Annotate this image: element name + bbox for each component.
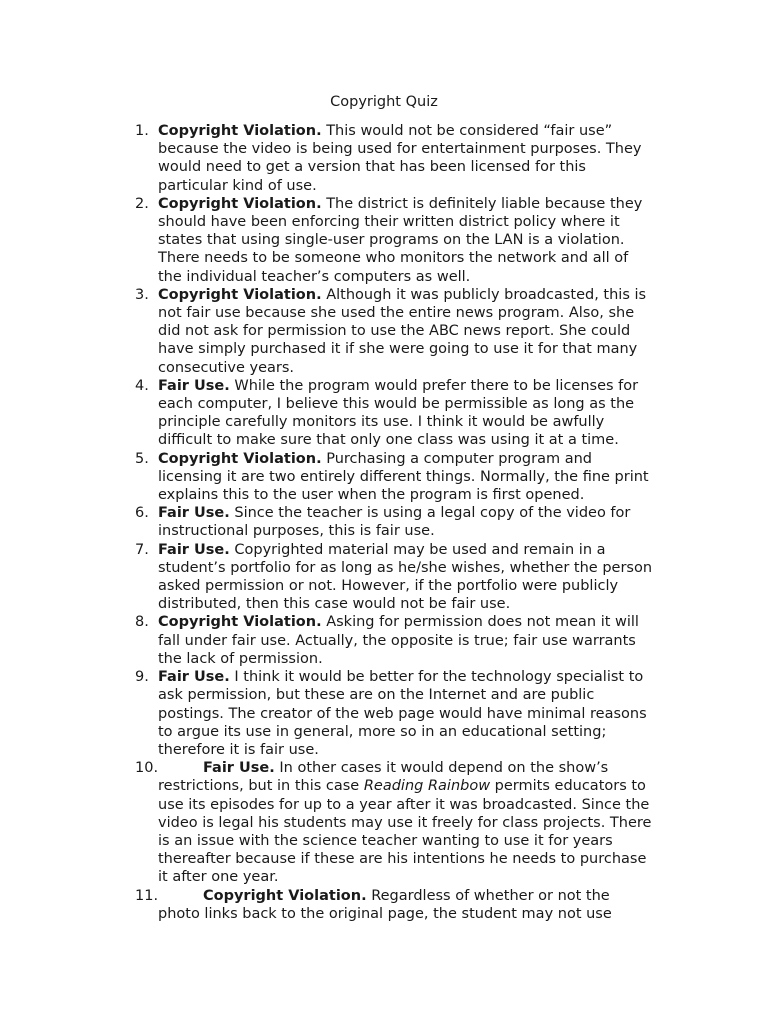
item-text (158, 450, 656, 505)
item-number: 5. (135, 450, 149, 467)
item-verdict: Copyright Violation. (203, 887, 367, 904)
list-item (0, 450, 656, 505)
item-verdict: Copyright Violation. (158, 614, 322, 631)
item-number: 2. (135, 195, 149, 212)
item-verdict: Copyright Violation. (158, 450, 322, 467)
item-verdict: Copyright Violation. (158, 123, 322, 139)
list-item (0, 887, 656, 923)
item-number: 3. (135, 286, 149, 303)
item-text (158, 504, 656, 540)
item-explanation: Since the teacher is using a legal copy of the video for instructional purposes, this is fair use. (158, 505, 631, 540)
item-number: 9. (135, 669, 149, 686)
list-item (0, 504, 656, 540)
list-item (0, 668, 656, 759)
item-text (158, 377, 656, 450)
item-verdict: Fair Use. (158, 669, 230, 686)
list-item (0, 541, 656, 614)
item-verdict: Fair Use. (203, 760, 275, 777)
item-text (158, 759, 656, 886)
item-number: 4. (135, 377, 149, 394)
item-explanation: Regardless of whether or not the photo links back to the original page, the student may not use (158, 887, 612, 922)
quiz-answer-list (0, 122, 768, 923)
list-item (0, 286, 656, 377)
item-explanation: This would not be considered “fair use” because the video is being used for entertainment purposes. They would need to get a version that has been licensed for this particular kind of use. (158, 123, 642, 194)
list-item (0, 195, 656, 286)
item-number: 11. (135, 887, 159, 904)
item-verdict: Fair Use. (158, 377, 230, 394)
item-text (158, 613, 656, 668)
item-explanation: Copyrighted material may be used and remain in a student’s portfolio for as long as he/she wishes, whether the person asked permission or not. However, if the portfolio were publicly distributed, then this case would not be fair use. (158, 541, 653, 613)
item-number: 8. (135, 614, 149, 631)
item-explanation: Asking for permission does not mean it will fall under fair use. Actually, the opposite is true; fair use warrants the lack of permission. (158, 614, 639, 667)
item-verdict: Copyright Violation. (158, 286, 322, 303)
item-explanation: The district is definitely liable because they should have been enforcing their written district policy where it states that using single-user programs on the LAN is a violation. There needs to be someone who monitors the network and all of the individual teacher’s computers as well. (158, 195, 643, 285)
item-explanation: Purchasing a computer program and licensing it are two entirely different things. Normally, the fine print explains this to the user when the program is first opened. (158, 450, 649, 504)
item-text (158, 887, 656, 923)
item-verdict: Fair Use. (158, 541, 230, 558)
item-explanation: I think it would be better for the technology specialist to ask permission, but these are on the Internet and are public postings. The creator of the web page would have minimal reasons to argue its use in general, more so in an educational setting; therefore it is fair use. (158, 669, 647, 758)
item-explanation: Although it was publicly broadcasted, this is not fair use because she used the entire news program. Also, she did not ask for permission to use the ABC news report. She could have simply purchased it if she were going to use it for that many consecutive years. (158, 286, 647, 376)
item-text (158, 541, 656, 614)
list-item (0, 613, 656, 668)
item-verdict: Copyright Violation. (158, 195, 322, 212)
item-text (158, 668, 656, 759)
item-number: 10. (135, 760, 159, 777)
show-title: Reading Rainbow (363, 778, 491, 795)
item-text (158, 122, 656, 195)
item-text (158, 286, 656, 377)
item-number: 1. (135, 123, 149, 139)
document-title: Copyright Quiz (330, 94, 438, 110)
list-item (0, 759, 656, 886)
list-item (0, 122, 656, 195)
list-item (0, 377, 656, 450)
item-number: 6. (135, 505, 149, 522)
item-number: 7. (135, 541, 149, 558)
item-explanation-continued: permits educators to use its episodes for up to a year after it was broadcasted. Since the video is legal his students may use it freely for class projects. There is an issue with the science teacher wanting to use it for years thereafter because if these are his intentions he needs to purchase it after one year. (158, 778, 652, 886)
item-explanation: While the program would prefer there to be licenses for each computer, I believe this would be permissible as long as the principle carefully monitors its use. I think it would be awfully difficult to make sure that only one class was using it at a time. (158, 377, 639, 449)
item-verdict: Fair Use. (158, 505, 230, 522)
item-explanation: In other cases it would depend on the show’s restrictions, but in this case (158, 760, 609, 795)
item-text (158, 195, 656, 286)
